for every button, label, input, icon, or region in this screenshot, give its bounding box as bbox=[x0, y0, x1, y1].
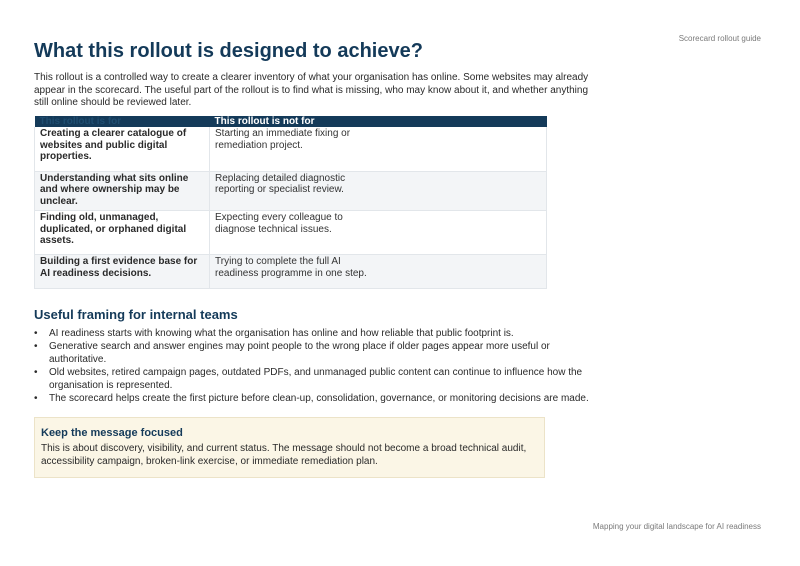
framing-list bbox=[34, 327, 594, 405]
bullet-icon: • bbox=[34, 367, 38, 378]
list-item bbox=[34, 340, 594, 366]
cell-text: Creating a clearer catalogue of websites and public digital properties. bbox=[40, 128, 187, 162]
callout-title: Keep the message focused bbox=[41, 427, 183, 439]
cell-text: Understanding what sits online and where ownership may be unclear. bbox=[40, 172, 189, 207]
cell-text: Trying to complete the full AI readiness programme in one step. bbox=[215, 256, 367, 279]
list-item-text: The scorecard helps create the first picture before clean-up, consolidation, governance, or monitoring decisions are made. bbox=[49, 393, 589, 404]
table-cell-for bbox=[35, 171, 210, 211]
table-row bbox=[35, 255, 547, 289]
table-cell-not-for bbox=[210, 171, 547, 211]
running-footer: Mapping your digital landscape for AI readiness bbox=[592, 522, 761, 531]
table-row bbox=[35, 127, 547, 171]
section-heading: Useful framing for internal teams bbox=[34, 307, 238, 322]
list-item bbox=[34, 392, 594, 405]
table-row bbox=[35, 211, 547, 255]
running-header: Scorecard rollout guide bbox=[678, 34, 761, 43]
bullet-icon: • bbox=[34, 393, 38, 404]
list-item-text: AI readiness starts with knowing what the organisation has online and how reliable that public footprint is. bbox=[49, 328, 514, 339]
cell-text: Starting an immediate fixing or remediation project. bbox=[215, 128, 351, 151]
cell-text: Replacing detailed diagnostic reporting or specialist review. bbox=[215, 172, 346, 195]
page-title: What this rollout is designed to achieve? bbox=[34, 40, 423, 62]
intro-paragraph: This rollout is a controlled way to create a clearer inventory of what your organisation has online. Some websites may already appear in the scorecard. The useful part of the rollout is to find what is missing, who may know about it, and whether anything still online should be reviewed later. bbox=[34, 72, 589, 109]
list-item-text: Generative search and answer engines may point people to the wrong place if older pages appear more useful or authoritative. bbox=[49, 341, 550, 365]
cell-text: Building a first evidence base for AI readiness decisions. bbox=[40, 256, 198, 279]
callout-box bbox=[34, 417, 545, 478]
table-cell-for bbox=[35, 211, 210, 255]
bullet-icon: • bbox=[34, 341, 38, 352]
list-item bbox=[34, 366, 594, 392]
list-item-text: Old websites, retired campaign pages, outdated PDFs, and unmanaged public content can continue to influence how the organisation is represented. bbox=[49, 367, 583, 391]
column-header-not-for: This rollout is not for bbox=[210, 116, 547, 127]
table-cell-for bbox=[35, 127, 210, 171]
cell-text: Finding old, unmanaged, duplicated, or orphaned digital assets. bbox=[40, 212, 187, 246]
table-cell-not-for bbox=[210, 127, 547, 171]
table-cell-not-for bbox=[210, 211, 547, 255]
comparison-table bbox=[34, 116, 547, 289]
bullet-icon: • bbox=[34, 328, 38, 339]
table-cell-for bbox=[35, 255, 210, 289]
table-header-row bbox=[35, 116, 547, 127]
list-item bbox=[34, 327, 594, 340]
cell-text: Expecting every colleague to diagnose technical issues. bbox=[215, 212, 343, 235]
column-header-for: This rollout is for bbox=[35, 116, 210, 127]
table-row bbox=[35, 171, 547, 211]
callout-body: This is about discovery, visibility, and current status. The message should not become a broad technical audit, accessibility campaign, broken-link exercise, or immediate remediation plan. bbox=[41, 443, 527, 467]
table-cell-not-for bbox=[210, 255, 547, 289]
